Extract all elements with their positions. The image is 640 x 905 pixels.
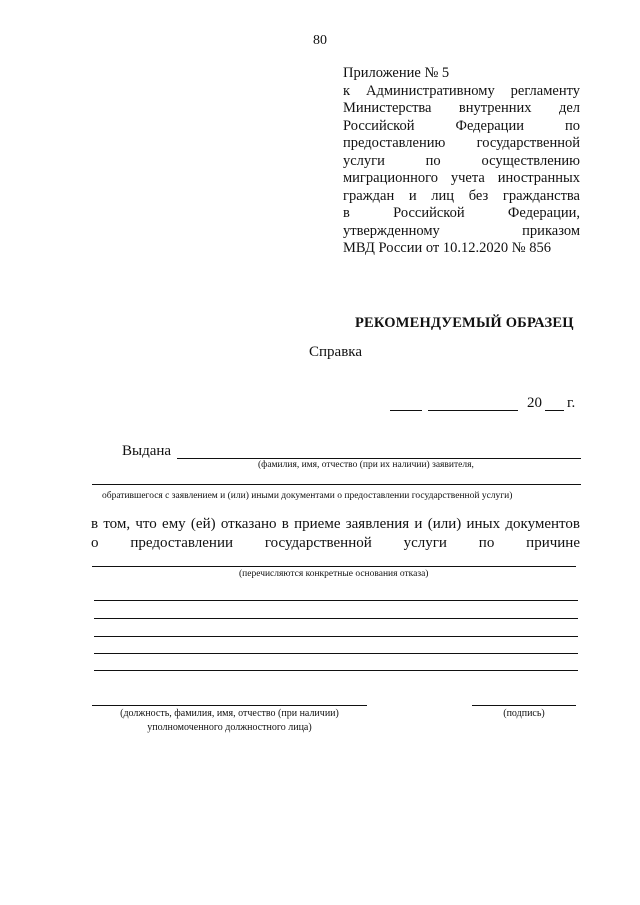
signature-caption: (подпись) [503, 708, 545, 719]
refusal-text-line-1: в том, что ему (ей) отказано в приеме заявления и (или) иных документов [91, 516, 580, 532]
appendix-line: граждан и лиц без гражданства [343, 187, 580, 204]
official-caption-line-1: (должность, фамилия, имя, отчество (при наличии) [120, 708, 339, 719]
appendix-line: Российской Федерации по [343, 117, 580, 134]
issued-label: Выдана [122, 443, 172, 459]
reasons-caption: (перечисляются конкретные основания отказа) [239, 569, 429, 579]
applicant-continued-blank [92, 484, 581, 485]
date-year-blank [545, 410, 564, 411]
official-blank [92, 705, 367, 706]
refusal-text-line-2: о предоставлении государственной услуги по причине [91, 535, 580, 551]
appendix-line: услуги по осуществлению [343, 152, 580, 169]
appendix-line: Приложение № 5 [343, 65, 450, 81]
appendix-block [343, 65, 580, 258]
reason-line [94, 653, 578, 654]
official-caption-line-2: уполномоченного должностного лица) [147, 722, 312, 733]
appendix-line: утвержденному приказом [343, 222, 580, 239]
date-year-prefix: 20 [527, 395, 542, 411]
sample-title: РЕКОМЕНДУЕМЫЙ ОБРАЗЕЦ [355, 315, 574, 331]
date-month-blank [428, 410, 518, 411]
reason-line [94, 670, 578, 671]
reason-line [94, 618, 578, 619]
applicant-name-blank [177, 458, 581, 459]
appendix-line: предоставлению государственной [343, 135, 580, 151]
date-year-suffix: г. [567, 395, 576, 411]
date-day-blank [390, 410, 422, 411]
applied-caption: обратившегося с заявлением и (или) иными документами о предоставлении государственной услуги) [102, 491, 513, 501]
applicant-caption: (фамилия, имя, отчество (при их наличии) заявителя, [258, 460, 474, 470]
page-number: 80 [313, 33, 327, 48]
reason-line [94, 600, 578, 601]
appendix-line: МВД России от 10.12.2020 № 856 [343, 240, 551, 256]
appendix-line: в Российской Федерации, [343, 205, 580, 221]
reason-line [94, 636, 578, 637]
appendix-line: к Административному регламенту [343, 82, 580, 99]
appendix-line: Министерства внутренних дел [343, 100, 580, 116]
official-caption [92, 707, 367, 735]
signature-blank [472, 705, 576, 706]
reason-line [92, 566, 576, 567]
appendix-line: миграционного учета иностранных [343, 170, 580, 186]
document-title: Справка [309, 344, 362, 360]
